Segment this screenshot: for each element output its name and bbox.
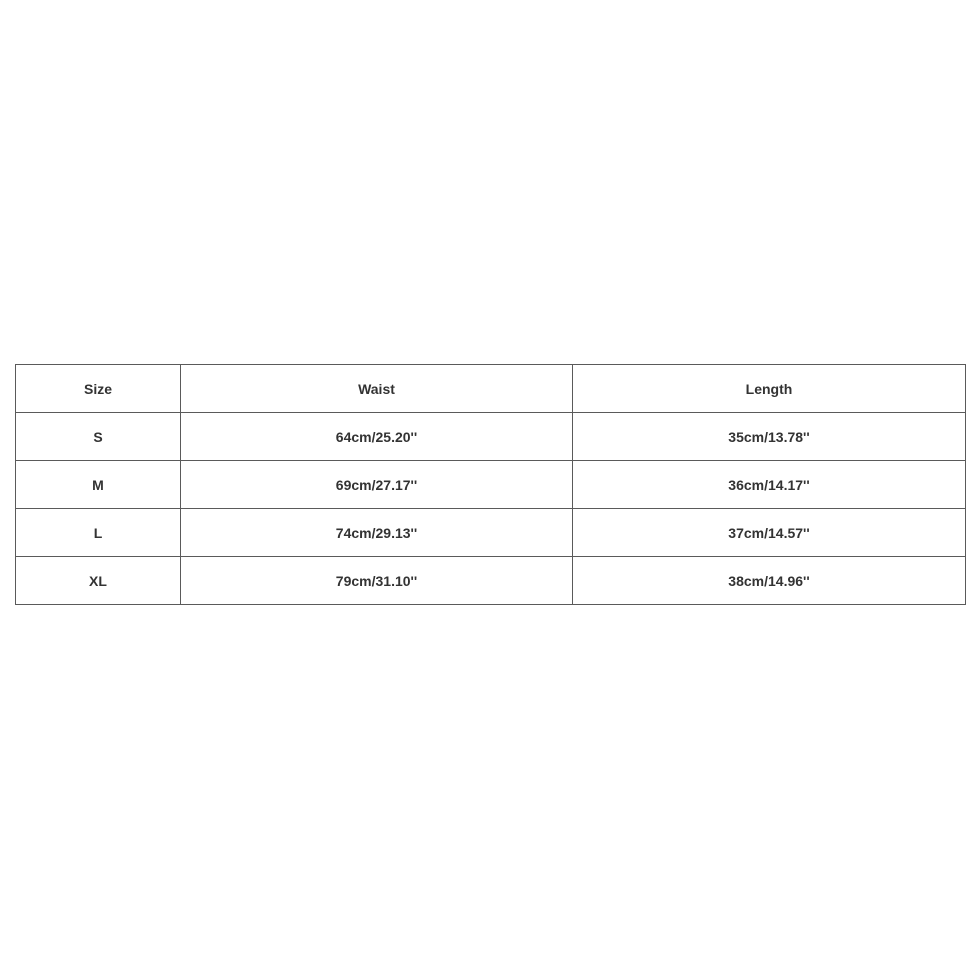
length-cell: 38cm/14.96'' [573,557,966,605]
waist-cell: 79cm/31.10'' [181,557,573,605]
table-header-row [16,365,966,413]
length-cell: 35cm/13.78'' [573,413,966,461]
waist-cell: 64cm/25.20'' [181,413,573,461]
length-cell: 37cm/14.57'' [573,509,966,557]
table-row [16,557,966,605]
header-waist: Waist [181,365,573,413]
waist-cell: 69cm/27.17'' [181,461,573,509]
size-cell: S [16,413,181,461]
table-row [16,413,966,461]
size-cell: L [16,509,181,557]
length-cell: 36cm/14.17'' [573,461,966,509]
header-size: Size [16,365,181,413]
header-length: Length [573,365,966,413]
size-cell: XL [16,557,181,605]
table-row [16,461,966,509]
size-chart-table [15,364,966,605]
table-row [16,509,966,557]
waist-cell: 74cm/29.13'' [181,509,573,557]
size-cell: M [16,461,181,509]
